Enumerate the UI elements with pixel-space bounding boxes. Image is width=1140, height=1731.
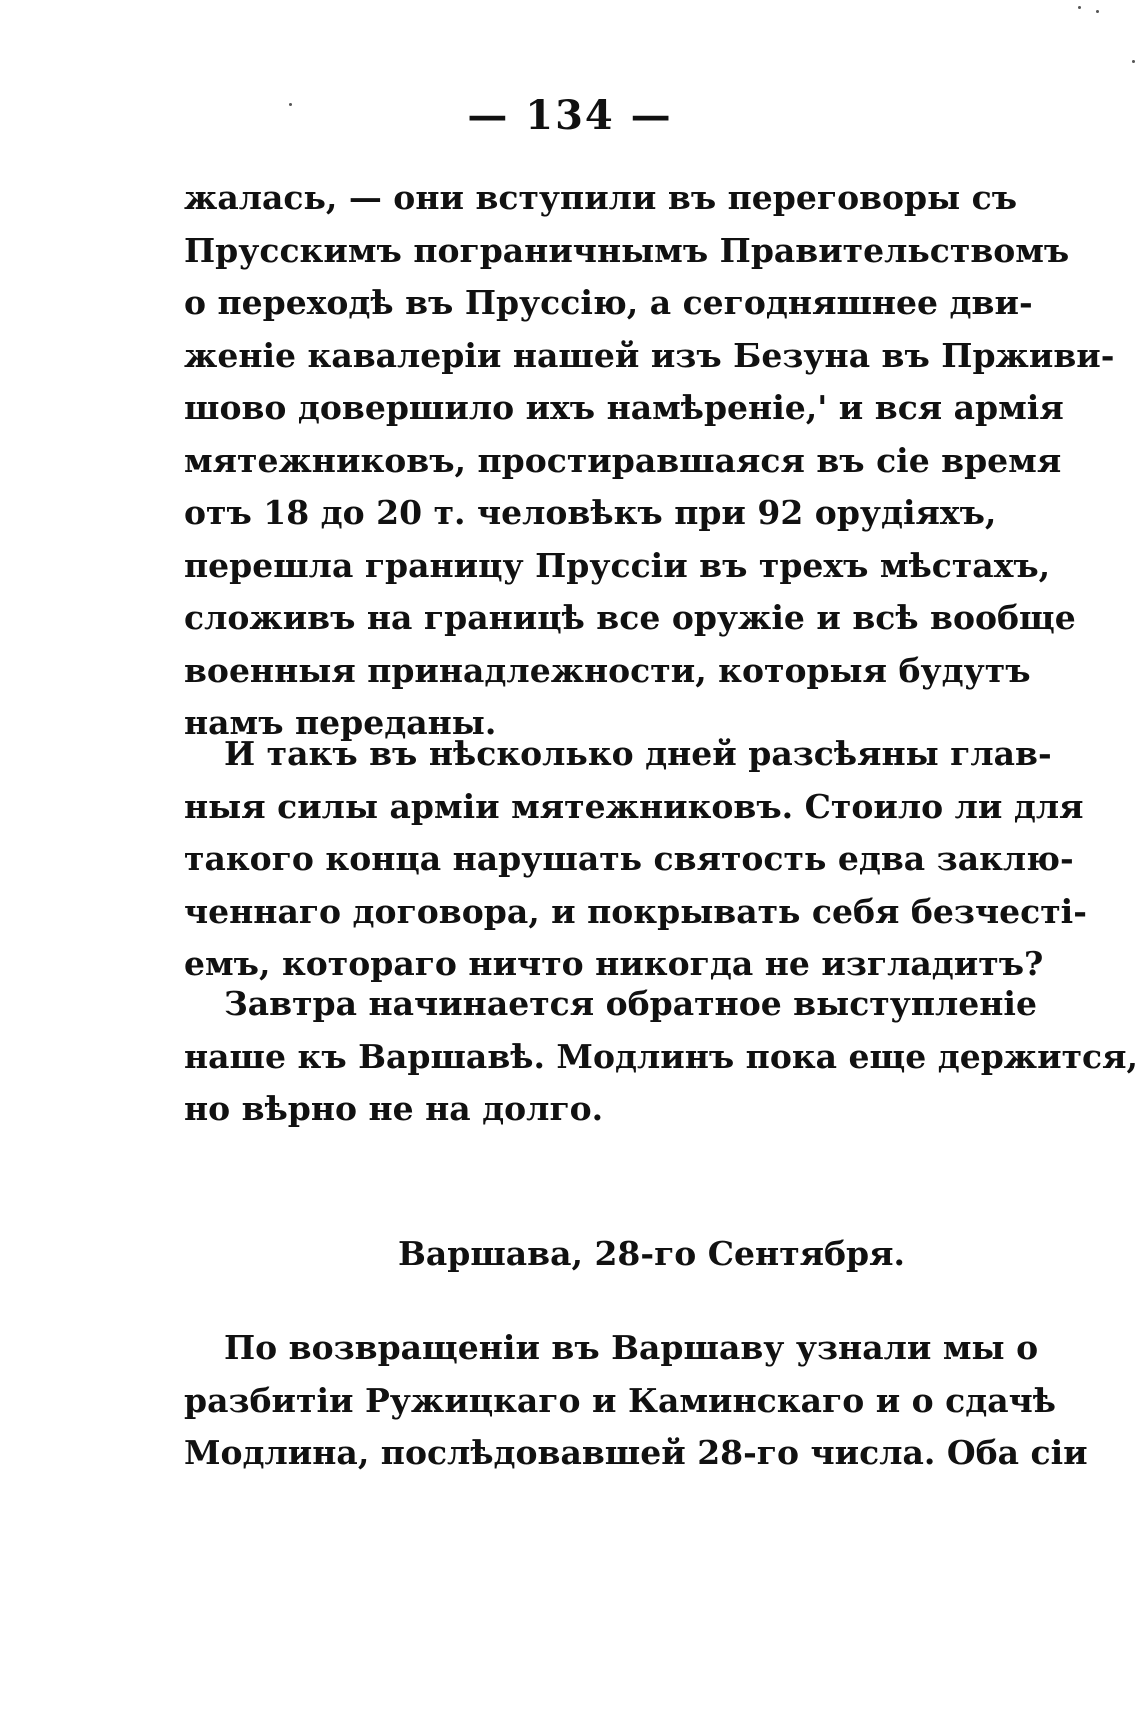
text-line: отъ 18 до 20 т. человѣкъ при 92 орудіяхъ,: [184, 493, 997, 532]
paragraph-2: [184, 728, 1087, 991]
text-line: женіе кавалеріи нашей изъ Безуна въ Прживи-: [184, 335, 1115, 375]
scan-speck: [289, 103, 292, 106]
text-line: И такъ въ нѣсколько дней разсѣяны глав-: [224, 734, 1052, 773]
text-line: разбитіи Ружицкаго и Каминскаго и о сдачѣ: [184, 1380, 1056, 1420]
page-number: — 134 —: [467, 92, 673, 139]
paragraph-3: [184, 978, 1138, 1136]
text-line: ныя силы арміи мятежниковъ. Стоило ли для: [184, 786, 1084, 826]
text-line: шово довершило ихъ намѣреніе,' и вся армія: [184, 388, 1064, 427]
paragraph-4: [184, 1322, 1088, 1480]
text-line: ченнаго договора, и покрывать себя безчестi-: [184, 891, 1087, 931]
scan-speck: [1078, 6, 1081, 9]
text-line: Модлина, послѣдовавшей 28-го числа. Оба сіи: [184, 1433, 1088, 1472]
text-line: емъ, котораго ничто никогда не изгладитъ?: [184, 944, 1044, 983]
text-line: сложивъ на границѣ все оружіе и всѣ вообще: [184, 598, 1076, 637]
paragraph-1: [184, 172, 1115, 750]
text-line: военныя принадлежности, которыя будутъ: [184, 650, 1031, 690]
scan-speck: [1096, 10, 1099, 13]
text-line: Завтра начинается обратное выступленіе: [224, 984, 1037, 1023]
text-line: такого конца нарушать святость едва заклю-: [184, 839, 1074, 878]
text-line: По возвращеніи въ Варшаву узнали мы о: [224, 1328, 1039, 1367]
text-line: жалась, — они вступили въ переговоры съ: [184, 178, 1018, 217]
text-line: перешла границу Пруссіи въ трехъ мѣстахъ,: [184, 545, 1051, 585]
text-line: Прусскимъ пограничнымъ Правительствомъ: [184, 230, 1070, 270]
text-line: намъ переданы.: [184, 703, 497, 742]
text-line: о переходѣ въ Пруссію, а сегодняшнее дви-: [184, 283, 1033, 322]
text-line: мятежниковъ, простиравшаяся въ сіе время: [184, 440, 1062, 480]
text-line: но вѣрно не на долго.: [184, 1089, 604, 1128]
scan-speck: [1132, 60, 1135, 63]
dateline: Варшава, 28-го Сентября.: [397, 1234, 905, 1273]
text-line: наше къ Варшавѣ. Модлинъ пока еще держится,: [184, 1036, 1138, 1076]
